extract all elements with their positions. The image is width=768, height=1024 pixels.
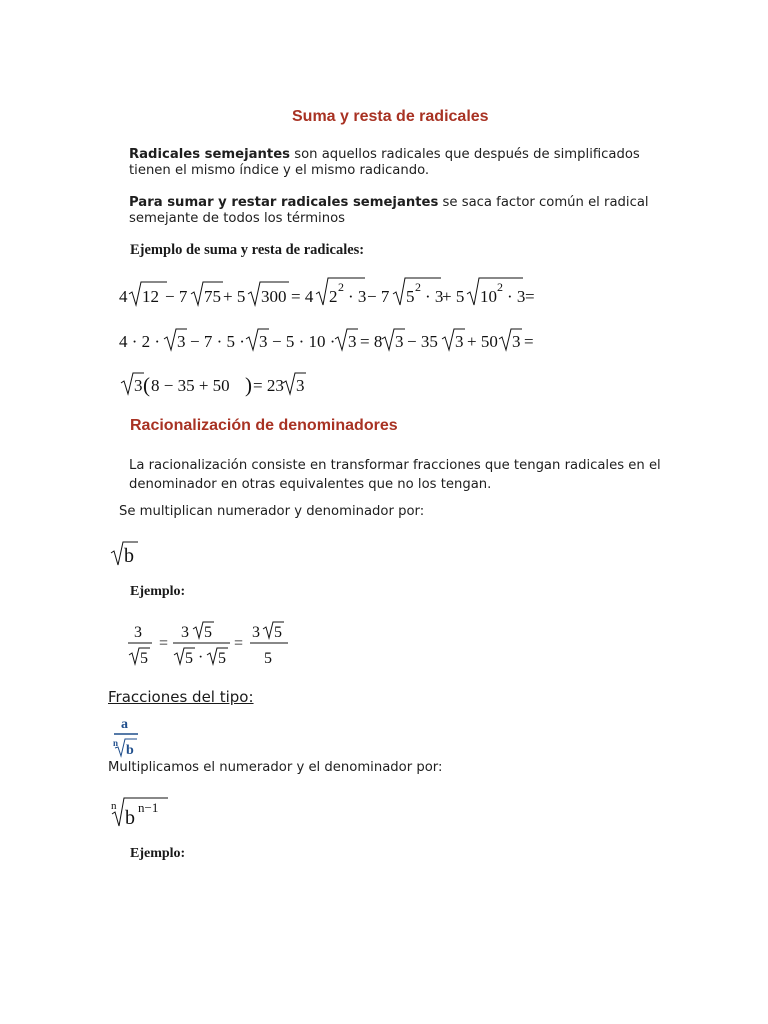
svg-text:2: 2 — [415, 280, 421, 294]
svg-text:=: = — [525, 287, 535, 306]
svg-text:=: = — [524, 332, 534, 351]
svg-text:4: 4 — [119, 287, 128, 306]
definition-text: son aquellos radicales que después de simplificados tienen el mismo índice y el mismo radicando. — [129, 147, 640, 178]
svg-text:+ 5: + 5 — [223, 287, 246, 306]
svg-text:10: 10 — [480, 287, 497, 306]
svg-text:+ 5: + 5 — [442, 287, 465, 306]
svg-text:− 5 · 10 ·: − 5 · 10 · — [272, 332, 336, 351]
svg-text:3: 3 — [259, 332, 268, 351]
svg-text:n: n — [113, 738, 119, 748]
svg-text:=: = — [159, 635, 169, 652]
paragraph-se-multiplican: Se multiplican numerador y denominador por: — [119, 504, 425, 519]
svg-text:= 8: = 8 — [360, 332, 383, 351]
example-label-2: Ejemplo: — [130, 846, 186, 861]
svg-text:3: 3 — [252, 624, 260, 641]
svg-text:b: b — [125, 807, 135, 829]
section-title-suma-resta: Suma y resta de radicales — [292, 108, 489, 125]
svg-text:n: n — [111, 800, 117, 812]
example-heading: Ejemplo de suma y resta de radicales: — [130, 242, 365, 258]
svg-text:5: 5 — [218, 650, 226, 667]
svg-text:): ) — [245, 373, 252, 397]
svg-text:2: 2 — [329, 287, 338, 306]
formula-nth-root-b-n-minus-1 — [110, 794, 180, 835]
example-fraction-equation — [126, 620, 306, 675]
svg-text:3: 3 — [181, 624, 189, 641]
equation-line-2 — [119, 325, 534, 360]
svg-text:2: 2 — [497, 280, 503, 294]
svg-text:2: 2 — [338, 280, 344, 294]
equation-line-1 — [119, 276, 549, 317]
svg-text:· 3: · 3 — [507, 287, 526, 306]
svg-text:3: 3 — [348, 332, 357, 351]
svg-text:=: = — [234, 635, 244, 652]
svg-text:= 23: = 23 — [253, 376, 284, 395]
paragraph-sumar-restar — [129, 195, 669, 227]
svg-text:3: 3 — [134, 624, 142, 641]
term-radicales-semejantes: Radicales semejantes — [129, 147, 291, 162]
svg-text:· 3: · 3 — [425, 287, 444, 306]
svg-text:300: 300 — [261, 287, 287, 306]
svg-text:75: 75 — [204, 287, 221, 306]
svg-text:5: 5 — [204, 624, 212, 641]
svg-text:· 3: · 3 — [348, 287, 367, 306]
svg-text:3: 3 — [296, 376, 305, 395]
svg-text:8 − 35 + 50: 8 − 35 + 50 — [151, 376, 230, 395]
svg-text:5: 5 — [264, 650, 272, 667]
rule-text: se saca factor común el radical semejante de todos los términos — [129, 195, 649, 226]
section-title-racionalizacion: Racionalización de denominadores — [130, 417, 398, 434]
svg-text:12: 12 — [142, 287, 159, 306]
paragraph-racionalizacion: La racionalización consiste en transformar fracciones que tengan radicales en el denominador en otras equivalentes que no los tengan. — [129, 458, 661, 492]
svg-text:b: b — [124, 545, 134, 567]
svg-text:3: 3 — [177, 332, 186, 351]
svg-text:= 4: = 4 — [291, 287, 314, 306]
svg-text:+ 50: + 50 — [467, 332, 498, 351]
svg-text:3: 3 — [512, 332, 521, 351]
svg-text:− 35: − 35 — [407, 332, 438, 351]
svg-text:5: 5 — [140, 650, 148, 667]
formula-sqrt-b — [110, 538, 150, 573]
paragraph-multiplicamos: Multiplicamos el numerador y el denominador por: — [108, 760, 443, 775]
svg-text:4 · 2 ·: 4 · 2 · — [119, 332, 161, 351]
svg-text:− 7: − 7 — [367, 287, 390, 306]
svg-text:5: 5 — [274, 624, 282, 641]
example-label-1: Ejemplo: — [130, 584, 186, 599]
svg-text:5: 5 — [406, 287, 415, 306]
svg-text:3: 3 — [134, 376, 143, 395]
fraction-a-over-nth-root-b — [112, 714, 142, 763]
svg-text:(: ( — [143, 373, 150, 397]
svg-text:3: 3 — [455, 332, 464, 351]
section-title-fracciones-tipo: Fracciones del tipo: — [108, 688, 254, 706]
svg-text:b: b — [126, 743, 134, 758]
svg-text:·: · — [198, 649, 204, 666]
equation-line-3 — [119, 369, 309, 404]
svg-text:a: a — [121, 717, 128, 732]
svg-text:3: 3 — [395, 332, 404, 351]
svg-text:− 7: − 7 — [165, 287, 188, 306]
svg-text:5: 5 — [185, 650, 193, 667]
paragraph-radicales-semejantes — [129, 147, 669, 179]
svg-text:− 7 · 5 ·: − 7 · 5 · — [190, 332, 245, 351]
svg-text:n−1: n−1 — [138, 800, 159, 815]
term-sumar-restar: Para sumar y restar radicales semejantes — [129, 195, 439, 210]
